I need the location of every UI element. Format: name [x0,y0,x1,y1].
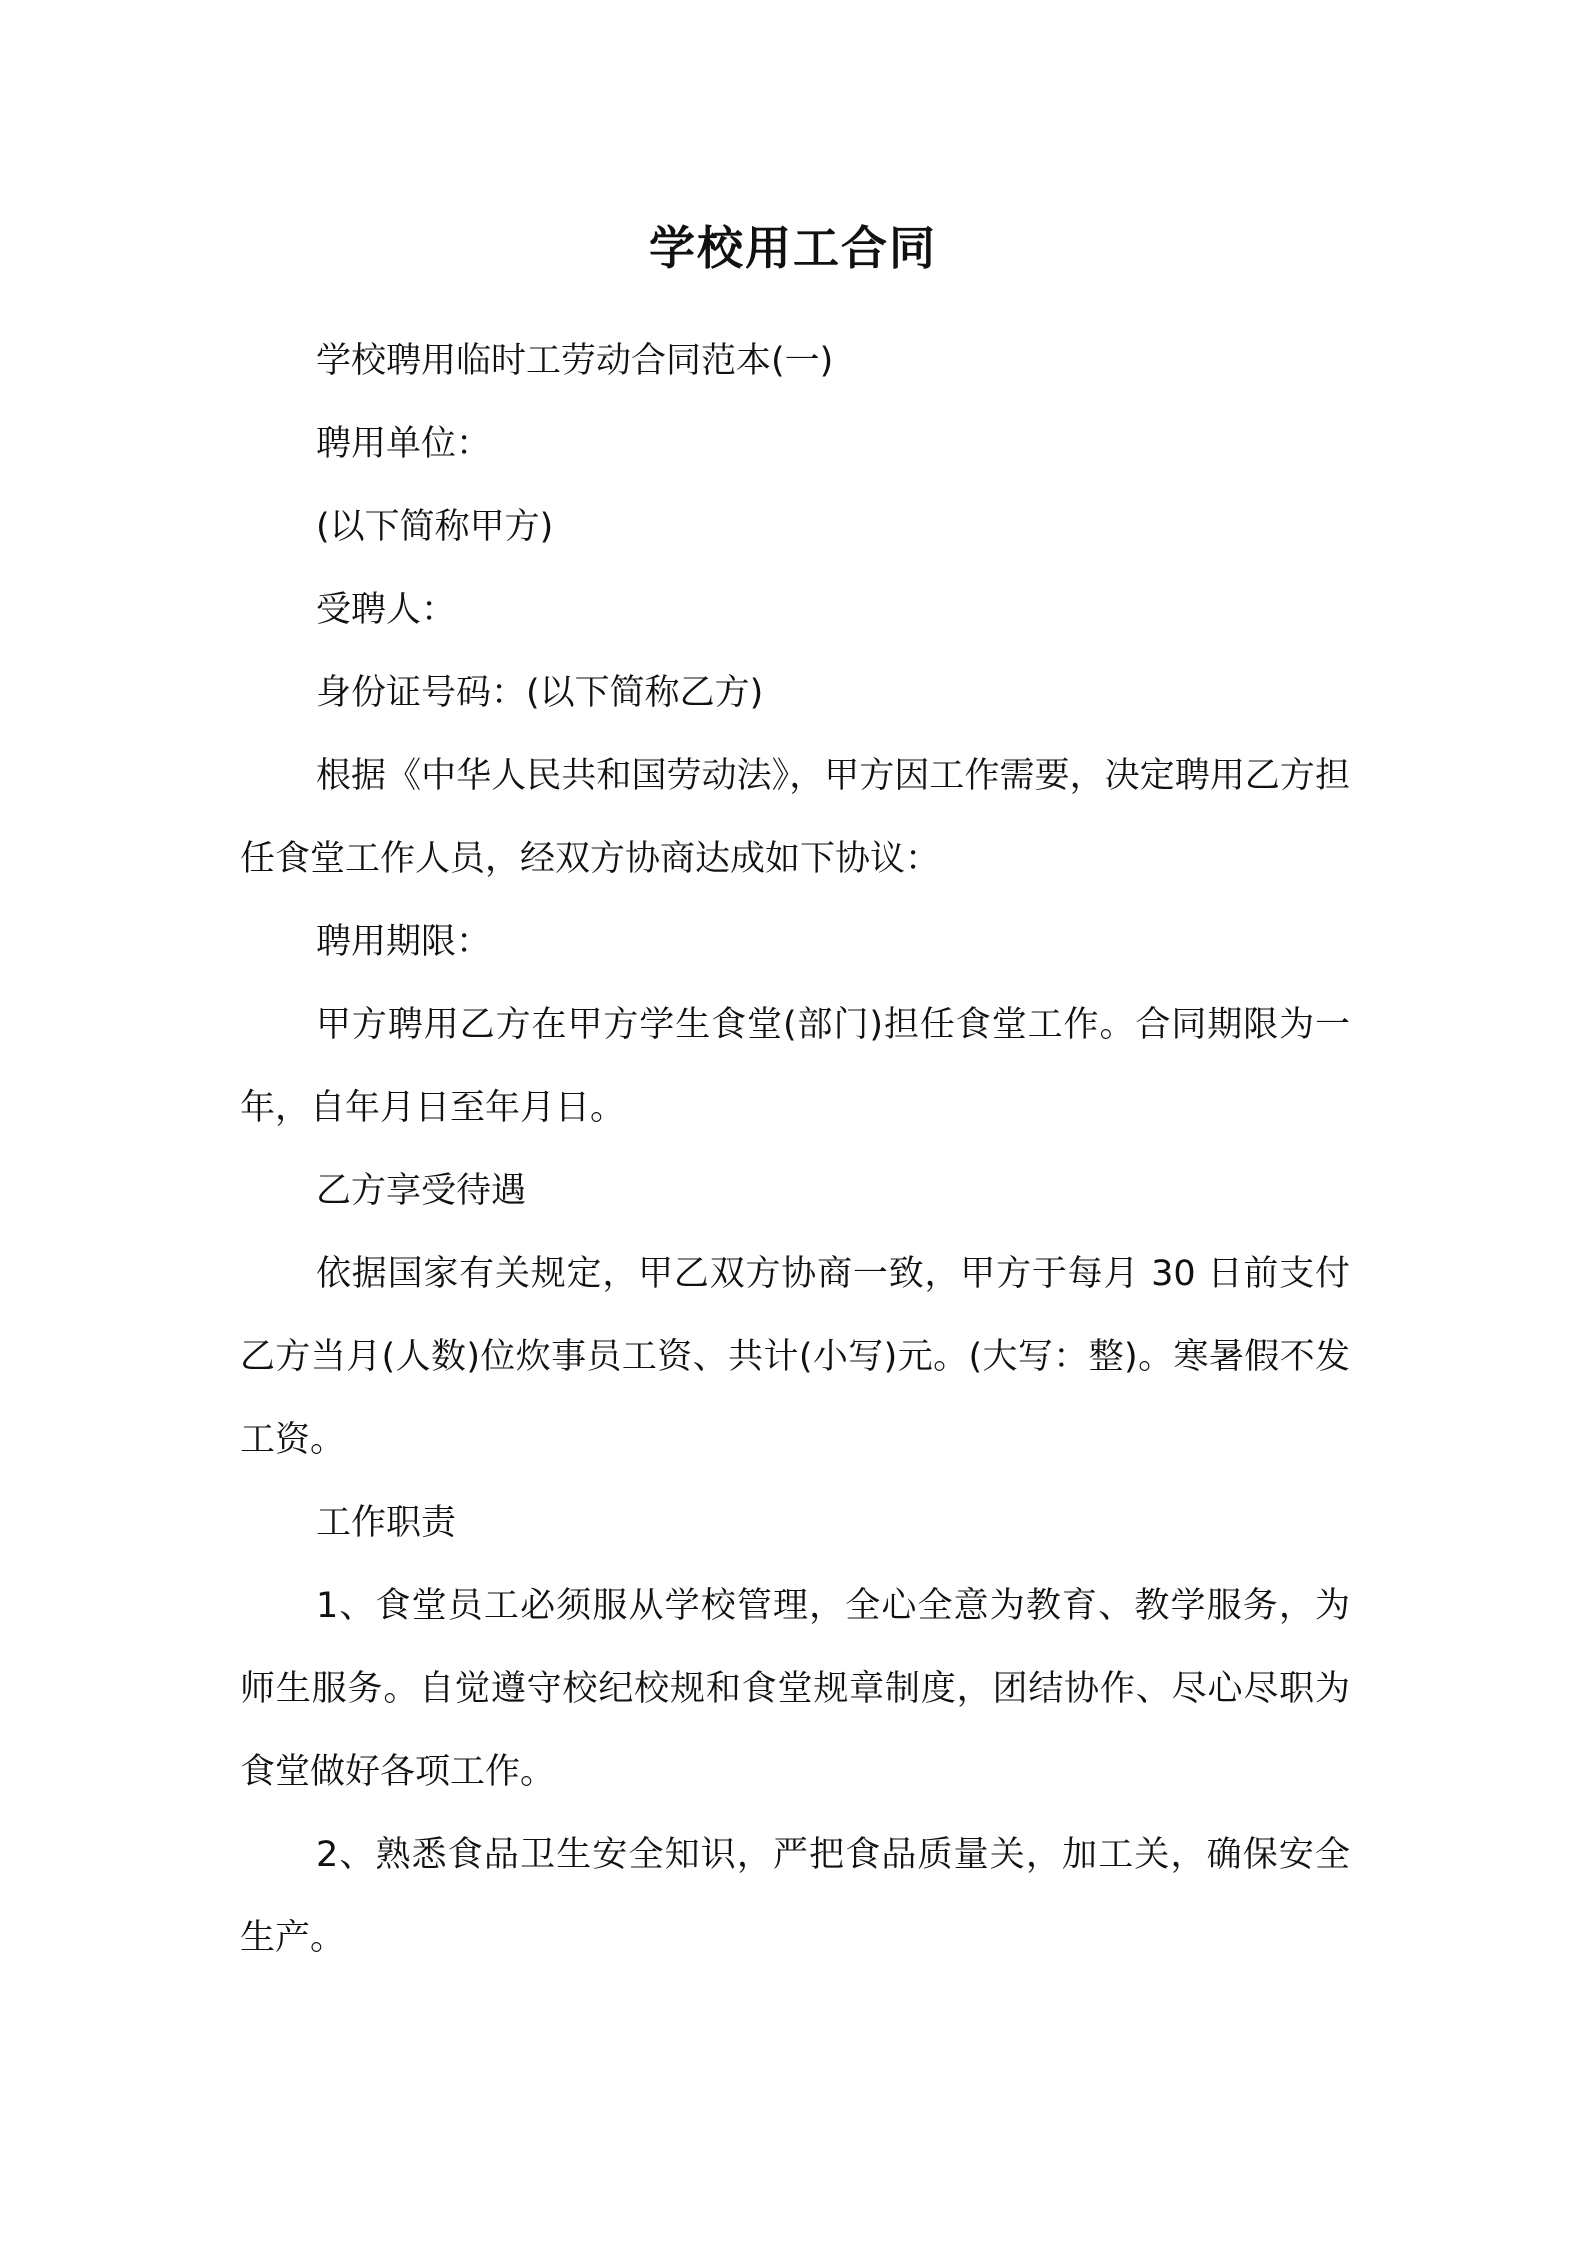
paragraph-party-a-note: (以下简称甲方) [316,507,554,547]
paragraph-employer-field: 聘用单位： [316,424,492,464]
document-body [240,320,1350,1980]
section-heading-term: 聘用期限： [316,922,492,962]
paragraph-term-details: 甲方聘用乙方在甲方学生食堂(部门)担任食堂工作。合同期限为一年，自年月日至年月日。 [240,1005,1350,1128]
section-heading-duties: 工作职责 [316,1503,457,1543]
paragraph-id-number-field: 身份证号码：(以下简称乙方) [316,673,764,713]
document-title: 学校用工合同 [649,221,937,275]
paragraph-contract-template-heading: 学校聘用临时工劳动合同范本(一) [316,341,834,381]
paragraph-employee-field: 受聘人： [316,590,457,630]
paragraph-duty-1: 1、食堂员工必须服从学校管理，全心全意为教育、教学服务，为师生服务。自觉遵守校纪校规和食堂规章制度，团结协作、尽心尽职为食堂做好各项工作。 [240,1586,1350,1792]
paragraph-preamble: 根据《中华人民共和国劳动法》，甲方因工作需要，决定聘用乙方担任食堂工作人员，经双方协商达成如下协议： [240,756,1350,879]
paragraph-wage-details: 依据国家有关规定，甲乙双方协商一致，甲方于每月 30 日前支付乙方当月(人数)位炊事员工资、共计(小写)元。(大写：整)。寒暑假不发工资。 [240,1254,1350,1460]
section-heading-benefits: 乙方享受待遇 [316,1171,527,1211]
paragraph-duty-2: 2、熟悉食品卫生安全知识，严把食品质量关，加工关，确保安全生产。 [240,1835,1350,1958]
